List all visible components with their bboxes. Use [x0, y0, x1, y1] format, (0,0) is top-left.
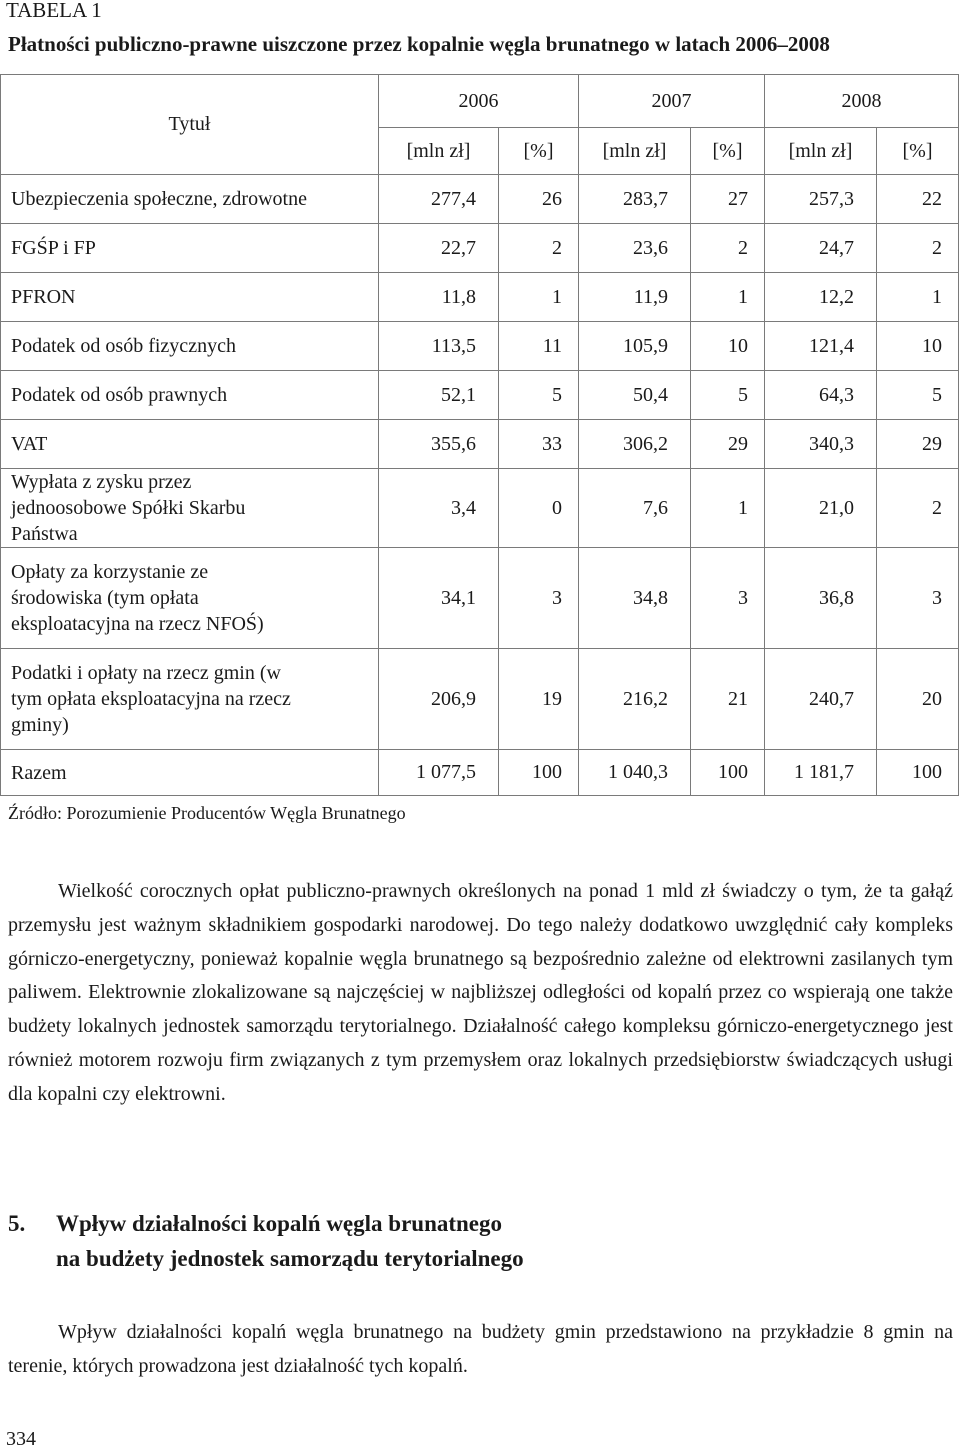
- payments-table: [0, 74, 959, 796]
- column-header-unit: [%]: [691, 128, 765, 175]
- cell-percent: 33: [499, 420, 579, 469]
- section-number: 5.: [8, 1211, 26, 1236]
- cell-amount: 240,7: [765, 649, 877, 750]
- cell-amount: 113,5: [379, 322, 499, 371]
- table-row: [1, 371, 959, 420]
- row-label: Podatek od osób fizycznych: [1, 322, 379, 371]
- cell-percent: 0: [499, 469, 579, 548]
- cell-amount: 12,2: [765, 273, 877, 322]
- table-source-note: Źródło: Porozumienie Producentów Węgla Brunatnego: [8, 803, 406, 823]
- cell-amount: 1 077,5: [379, 750, 499, 796]
- row-label: PFRON: [1, 273, 379, 322]
- column-header-unit: [%]: [877, 128, 959, 175]
- cell-percent: 2: [877, 469, 959, 548]
- table-caption-title: Płatności publiczno-prawne uiszczone przez kopalnie węgla brunatnego w latach 2006–2008: [8, 32, 830, 56]
- cell-amount: 216,2: [579, 649, 691, 750]
- cell-amount: 24,7: [765, 224, 877, 273]
- table-row: [1, 649, 959, 750]
- row-label: Podatek od osób prawnych: [1, 371, 379, 420]
- cell-percent: 20: [877, 649, 959, 750]
- cell-amount: 3,4: [379, 469, 499, 548]
- cell-amount: 283,7: [579, 175, 691, 224]
- column-header-year: 2006: [379, 75, 579, 128]
- cell-percent: 2: [691, 224, 765, 273]
- section-title-line2: na budżety jednostek samorządu terytorialnego: [56, 1246, 524, 1271]
- year-header-row: [1, 75, 959, 128]
- cell-percent: 2: [877, 224, 959, 273]
- cell-percent: 1: [877, 273, 959, 322]
- cell-amount: 50,4: [579, 371, 691, 420]
- cell-percent: 1: [691, 469, 765, 548]
- section-heading: [8, 1206, 524, 1276]
- cell-amount: 355,6: [379, 420, 499, 469]
- cell-amount: 277,4: [379, 175, 499, 224]
- column-header-year: 2008: [765, 75, 959, 128]
- table-row: [1, 548, 959, 649]
- cell-amount: 7,6: [579, 469, 691, 548]
- cell-amount: 121,4: [765, 322, 877, 371]
- table-row: [1, 420, 959, 469]
- section-title-line1: Wpływ działalności kopalń węgla brunatnego: [56, 1211, 503, 1236]
- body-paragraph: Wielkość corocznych opłat publiczno-prawnych określonych na ponad 1 mld zł świadczy o tym, że ta gałąź przemysłu jest ważnym składnikiem gospodarki narodowej. Do tego należy dodatkowo uwzględnić cały kompleks górniczo-energetyczny, ponieważ kopalnie węgla brunatnego są bezpośrednio zależne od elektrowni zasilanych tym paliwem. Elektrownie zlokalizowane są najczęściej w najbliższej odległości od kopalń przez co wspierają one także budżety lokalnych jednostek samorządu terytorialnego. Działalność całego kompleksu górniczo-energetycznego jest również motorem rozwoju firm związanych z tym przemysłem oraz lokalnych przedsiębiorstw świadczących usługi dla kopalni czy elektrowni.: [8, 880, 953, 1105]
- table-row: [1, 273, 959, 322]
- cell-amount: 257,3: [765, 175, 877, 224]
- cell-amount: 36,8: [765, 548, 877, 649]
- cell-amount: 1 181,7: [765, 750, 877, 796]
- cell-percent: 26: [499, 175, 579, 224]
- cell-amount: 11,9: [579, 273, 691, 322]
- cell-percent: 1: [691, 273, 765, 322]
- cell-percent: 10: [877, 322, 959, 371]
- row-label: Wypłata z zysku przez jednoosobowe Spółki Skarbu Państwa: [1, 469, 379, 548]
- row-label: Podatki i opłaty na rzecz gmin (w tym opłata eksploatacyjna na rzecz gminy): [1, 649, 379, 750]
- cell-amount: 306,2: [579, 420, 691, 469]
- cell-percent: 3: [499, 548, 579, 649]
- cell-percent: 5: [499, 371, 579, 420]
- cell-percent: 27: [691, 175, 765, 224]
- row-label: FGŚP i FP: [1, 224, 379, 273]
- column-header-unit: [mln zł]: [765, 128, 877, 175]
- column-header-year: 2007: [579, 75, 765, 128]
- cell-percent: 19: [499, 649, 579, 750]
- cell-percent: 3: [691, 548, 765, 649]
- cell-amount: 52,1: [379, 371, 499, 420]
- table-row: [1, 322, 959, 371]
- cell-amount: 64,3: [765, 371, 877, 420]
- cell-percent: 22: [877, 175, 959, 224]
- cell-percent: 100: [877, 750, 959, 796]
- cell-amount: 23,6: [579, 224, 691, 273]
- cell-amount: 22,7: [379, 224, 499, 273]
- cell-percent: 1: [499, 273, 579, 322]
- cell-amount: 21,0: [765, 469, 877, 548]
- cell-percent: 10: [691, 322, 765, 371]
- cell-percent: 5: [691, 371, 765, 420]
- cell-amount: 11,8: [379, 273, 499, 322]
- cell-percent: 21: [691, 649, 765, 750]
- row-label: VAT: [1, 420, 379, 469]
- cell-amount: 206,9: [379, 649, 499, 750]
- cell-percent: 2: [499, 224, 579, 273]
- cell-percent: 29: [691, 420, 765, 469]
- column-header-unit: [mln zł]: [379, 128, 499, 175]
- cell-amount: 340,3: [765, 420, 877, 469]
- cell-amount: 1 040,3: [579, 750, 691, 796]
- column-header-title: Tytuł: [1, 75, 379, 175]
- cell-percent: 100: [691, 750, 765, 796]
- cell-percent: 100: [499, 750, 579, 796]
- row-label: Razem: [1, 750, 379, 796]
- table-row: [1, 750, 959, 796]
- table-row: [1, 469, 959, 548]
- cell-percent: 29: [877, 420, 959, 469]
- cell-amount: 105,9: [579, 322, 691, 371]
- cell-amount: 34,8: [579, 548, 691, 649]
- cell-percent: 11: [499, 322, 579, 371]
- row-label: Opłaty za korzystanie ze środowiska (tym opłata eksploatacyjna na rzecz NFOŚ): [1, 548, 379, 649]
- table-row: [1, 175, 959, 224]
- cell-percent: 5: [877, 371, 959, 420]
- column-header-unit: [mln zł]: [579, 128, 691, 175]
- body-paragraph: Wpływ działalności kopalń węgla brunatnego na budżety gmin przedstawiono na przykładzie 8 gmin na terenie, których prowadzona jest działalność tych kopalń.: [8, 1321, 953, 1377]
- cell-percent: 3: [877, 548, 959, 649]
- table-caption-label: TABELA 1: [6, 0, 102, 22]
- column-header-unit: [%]: [499, 128, 579, 175]
- row-label: Ubezpieczenia społeczne, zdrowotne: [1, 175, 379, 224]
- cell-amount: 34,1: [379, 548, 499, 649]
- table-row: [1, 224, 959, 273]
- page-number: 334: [6, 1428, 36, 1450]
